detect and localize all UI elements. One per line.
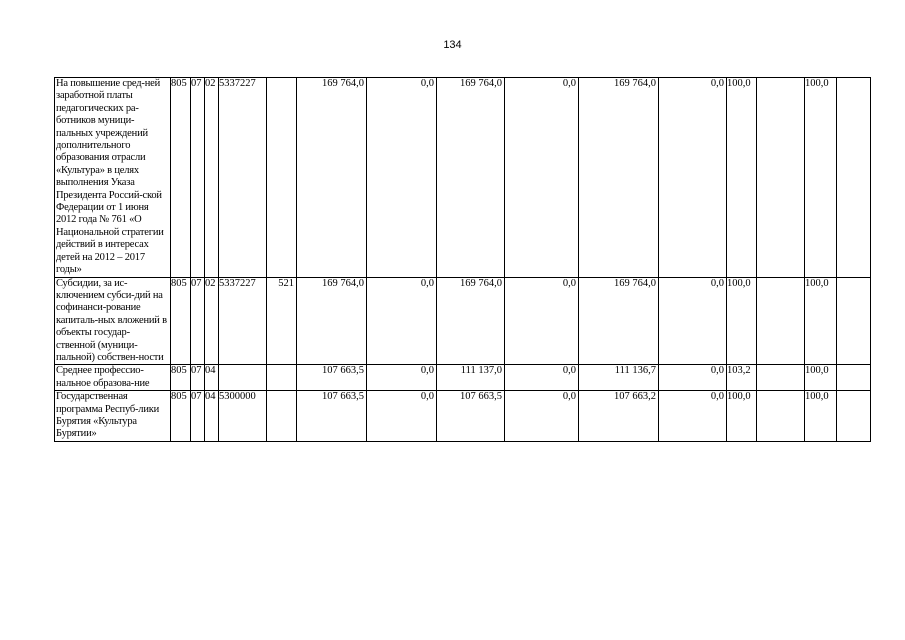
cell-value: 169 764,0 xyxy=(437,78,505,278)
cell-expense-type xyxy=(267,391,297,442)
table-row xyxy=(55,391,871,442)
row-name: Субсидии, за ис-ключением субси-дий на софинанси-рование капиталь-ных вложений в объекты государ-ственной (муници-пальной) собствен-ности xyxy=(55,277,171,365)
cell-value: 0,0 xyxy=(659,277,727,365)
cell-value: 169 764,0 xyxy=(579,277,659,365)
row-name: На повышение сред-ней заработной платы педагогических ра-ботников муници-пальных учреждений дополнительного образования отрасли «Культура» в целях выполнения Указа Президента Россий-ской Федерации от 1 июня 2012 года № 761 «О Национальной стратегии действий в интересах детей на 2012 – 2017 годы» xyxy=(55,78,171,278)
cell-percent: 100,0 xyxy=(805,365,837,391)
cell-target-article: 5337227 xyxy=(219,277,267,365)
cell-target-article xyxy=(219,365,267,391)
cell-section-code: 07 xyxy=(191,78,205,278)
cell-percent: 103,2 xyxy=(727,365,757,391)
cell-value: 0,0 xyxy=(659,391,727,442)
cell-value: 169 764,0 xyxy=(297,277,367,365)
page-number: 134 xyxy=(443,39,462,51)
cell-ministry-code: 805 xyxy=(171,365,191,391)
cell-value: 111 136,7 xyxy=(579,365,659,391)
cell-expense-type: 521 xyxy=(267,277,297,365)
cell-value: 0,0 xyxy=(505,78,579,278)
budget-table xyxy=(54,77,871,442)
cell-value: 107 663,5 xyxy=(437,391,505,442)
row-name: Среднее профессио-нальное образова-ние xyxy=(55,365,171,391)
table-row xyxy=(55,78,871,278)
cell-percent: 100,0 xyxy=(727,277,757,365)
cell-percent: 100,0 xyxy=(805,391,837,442)
cell-value: 0,0 xyxy=(505,391,579,442)
cell-value: 0,0 xyxy=(659,78,727,278)
table-row xyxy=(55,277,871,365)
cell-section-code: 07 xyxy=(191,277,205,365)
cell-percent xyxy=(757,391,805,442)
cell-percent xyxy=(757,365,805,391)
table-row xyxy=(55,365,871,391)
cell-ministry-code: 805 xyxy=(171,78,191,278)
cell-percent: 100,0 xyxy=(727,391,757,442)
cell-percent: 100,0 xyxy=(727,78,757,278)
cell-percent xyxy=(757,277,805,365)
cell-expense-type xyxy=(267,78,297,278)
cell-percent xyxy=(837,365,871,391)
cell-value: 107 663,5 xyxy=(297,391,367,442)
cell-subsection-code: 04 xyxy=(205,365,219,391)
cell-percent: 100,0 xyxy=(805,78,837,278)
cell-percent: 100,0 xyxy=(805,277,837,365)
cell-subsection-code: 02 xyxy=(205,277,219,365)
cell-target-article: 5337227 xyxy=(219,78,267,278)
cell-ministry-code: 805 xyxy=(171,391,191,442)
cell-subsection-code: 04 xyxy=(205,391,219,442)
cell-value: 0,0 xyxy=(367,277,437,365)
cell-expense-type xyxy=(267,365,297,391)
cell-target-article: 5300000 xyxy=(219,391,267,442)
cell-section-code: 07 xyxy=(191,365,205,391)
cell-value: 107 663,2 xyxy=(579,391,659,442)
cell-value: 0,0 xyxy=(505,277,579,365)
cell-section-code: 07 xyxy=(191,391,205,442)
cell-value: 0,0 xyxy=(505,365,579,391)
cell-percent xyxy=(837,277,871,365)
cell-value: 0,0 xyxy=(367,391,437,442)
cell-value: 169 764,0 xyxy=(297,78,367,278)
cell-subsection-code: 02 xyxy=(205,78,219,278)
cell-value: 111 137,0 xyxy=(437,365,505,391)
cell-percent xyxy=(837,391,871,442)
cell-value: 107 663,5 xyxy=(297,365,367,391)
row-name: Государственная программа Респуб-лики Бурятия «Культура Бурятии» xyxy=(55,391,171,442)
cell-percent xyxy=(837,78,871,278)
cell-value: 0,0 xyxy=(659,365,727,391)
cell-ministry-code: 805 xyxy=(171,277,191,365)
cell-value: 0,0 xyxy=(367,78,437,278)
cell-percent xyxy=(757,78,805,278)
cell-value: 169 764,0 xyxy=(437,277,505,365)
cell-value: 0,0 xyxy=(367,365,437,391)
cell-value: 169 764,0 xyxy=(579,78,659,278)
